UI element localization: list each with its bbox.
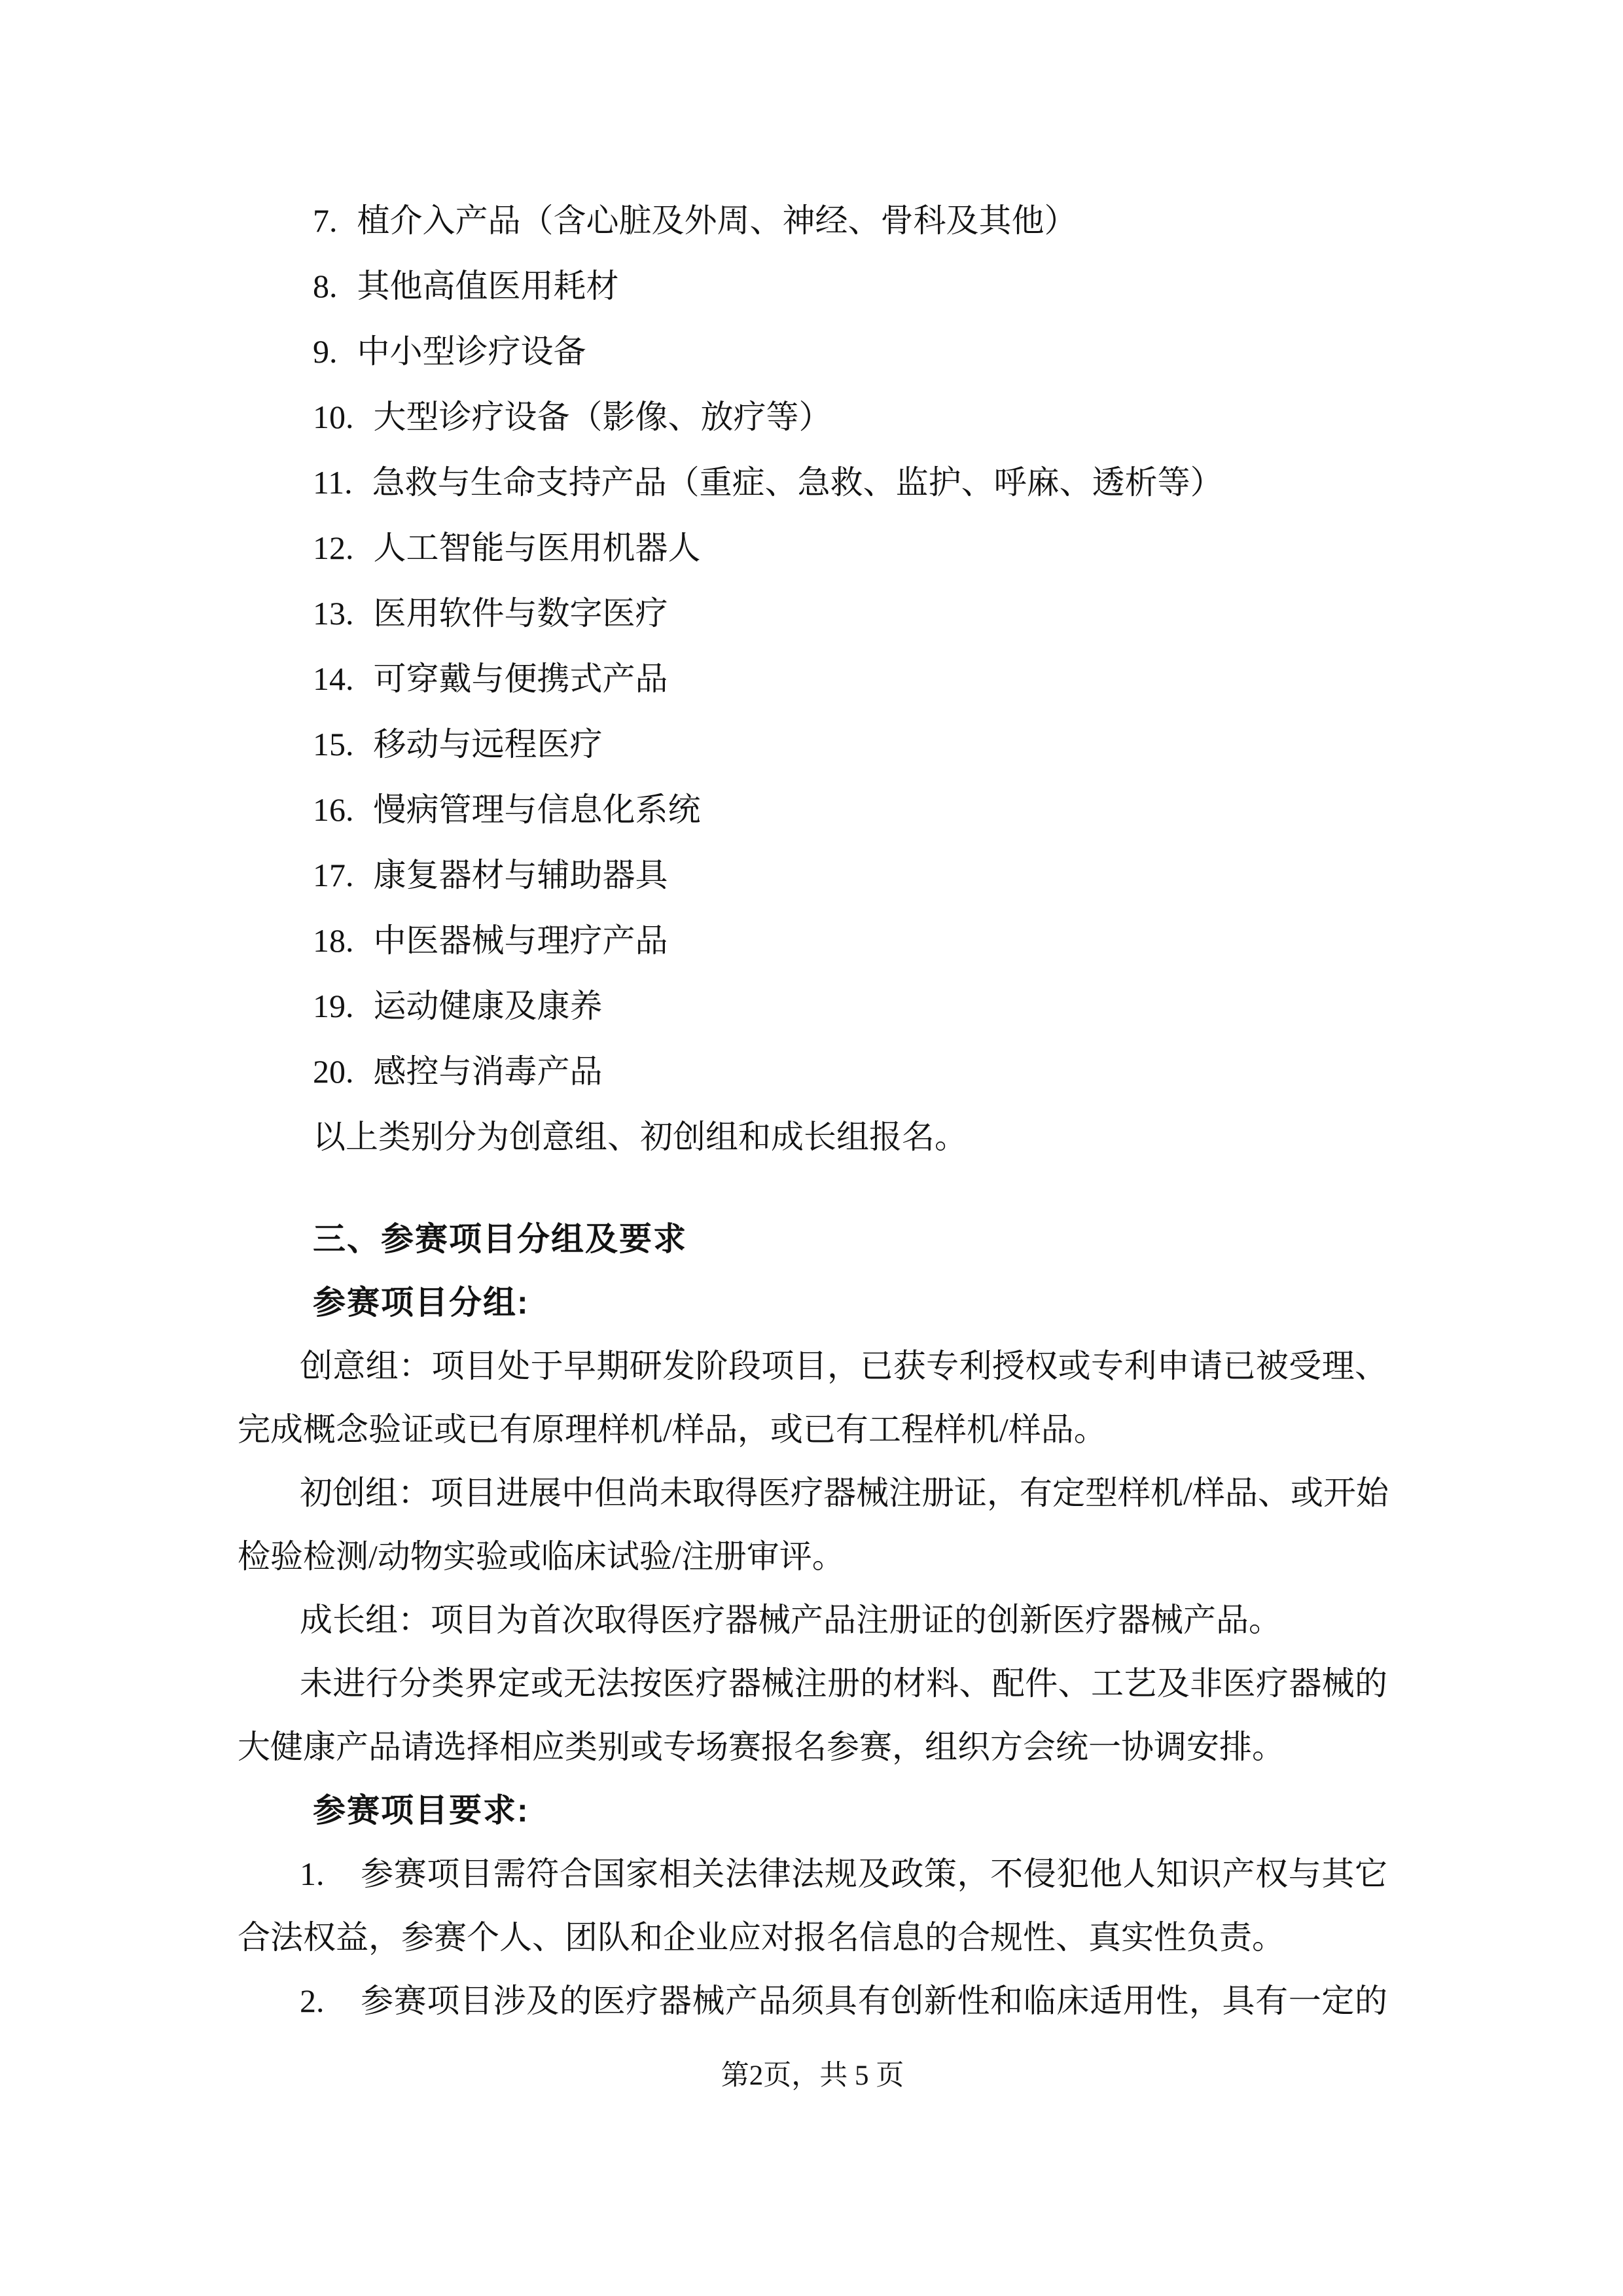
group-paragraph-line: 创意组：项目处于早期研发阶段项目，已获专利授权或专利申请已被受理、 [300, 1348, 1387, 1384]
requirement-text: 参赛项目需符合国家相关法律法规及政策，不侵犯他人知识产权与其它 [360, 1856, 1387, 1892]
list-item [238, 319, 1387, 384]
group-paragraph-line: 成长组：项目为首次取得医疗器械产品注册证的创新医疗器械产品。 [300, 1602, 1281, 1638]
requirement-number: 1. [300, 1856, 325, 1892]
list-item [238, 842, 1387, 908]
list-item-text: 中小型诊疗设备 [357, 333, 586, 370]
requirement-number: 2. [300, 1982, 325, 2019]
group-paragraph-line: 检验检测/动物实验或临床试验/注册审评。 [238, 1538, 845, 1575]
list-item-number: 14. [313, 660, 354, 697]
list-item [238, 777, 1387, 842]
group-paragraph-line: 未进行分类界定或无法按医疗器械注册的材料、配件、工艺及非医疗器械的 [300, 1665, 1387, 1702]
list-item [238, 908, 1387, 973]
grouping-label: 参赛项目分组: [313, 1284, 529, 1321]
list-item-text: 康复器材与辅助器具 [373, 857, 668, 893]
list-item [238, 515, 1387, 581]
list-item [238, 450, 1387, 515]
list-item-text: 医用软件与数字医疗 [373, 595, 668, 632]
list-item [238, 973, 1387, 1039]
requirement-item-line [238, 1842, 1387, 1906]
list-item [238, 711, 1387, 777]
list-item-number: 17. [313, 857, 354, 893]
list-item-text: 移动与远程医疗 [373, 726, 603, 762]
list-item-text: 可穿戴与便携式产品 [373, 660, 668, 697]
list-item [238, 253, 1387, 319]
section-heading: 三、参赛项目分组及要求 [313, 1221, 687, 1257]
requirement-item-line: 合法权益，参赛个人、团队和企业应对报名信息的合规性、真实性负责。 [238, 1919, 1285, 1956]
list-item-number: 10. [313, 399, 354, 435]
list-item-text: 其他高值医用耗材 [357, 268, 619, 304]
list-item-number: 20. [313, 1053, 354, 1090]
list-item-text: 运动健康及康养 [373, 988, 603, 1024]
list-item [238, 581, 1387, 646]
group-paragraph-line: 大健康产品请选择相应类别或专场赛报名参赛，组织方会统一协调安排。 [238, 1729, 1285, 1765]
page-footer: 第2页，共 5 页 [721, 2060, 904, 2091]
list-item-number: 13. [313, 595, 354, 632]
list-item [238, 646, 1387, 711]
list-item-number: 7. [313, 202, 338, 239]
requirement-item-line [238, 1969, 1387, 2033]
list-item [238, 1039, 1387, 1104]
list-item-number: 8. [313, 268, 338, 304]
list-item-number: 18. [313, 922, 354, 959]
list-item-text: 植介入产品（含心脏及外周、神经、骨科及其他） [357, 202, 1077, 239]
list-item-number: 16. [313, 791, 354, 828]
list-item-text: 慢病管理与信息化系统 [373, 791, 701, 828]
list-item-text: 感控与消毒产品 [373, 1053, 603, 1090]
group-paragraph-line: 初创组：项目进展中但尚未取得医疗器械注册证，有定型样机/样品、或开始 [300, 1475, 1389, 1511]
list-item-text: 急救与生命支持产品（重症、急救、监护、呼麻、透析等） [372, 464, 1223, 501]
list-item-number: 19. [313, 988, 354, 1024]
list-item [238, 188, 1387, 253]
list-item-number: 15. [313, 726, 354, 762]
requirement-text: 参赛项目涉及的医疗器械产品须具有创新性和临床适用性，具有一定的 [360, 1982, 1387, 2019]
list-item-text: 人工智能与医用机器人 [373, 529, 701, 566]
list-item [238, 384, 1387, 450]
requirements-label: 参赛项目要求: [313, 1792, 529, 1829]
categories-closing-note: 以上类别分为创意组、初创组和成长组报名。 [313, 1119, 967, 1155]
list-item-number: 11. [313, 464, 353, 501]
list-item-number: 9. [313, 333, 338, 370]
list-item-number: 12. [313, 529, 354, 566]
list-item-text: 中医器械与理疗产品 [373, 922, 668, 959]
list-item-text: 大型诊疗设备（影像、放疗等） [373, 399, 832, 435]
group-paragraph-line: 完成概念验证或已有原理样机/样品，或已有工程样机/样品。 [238, 1411, 1107, 1448]
